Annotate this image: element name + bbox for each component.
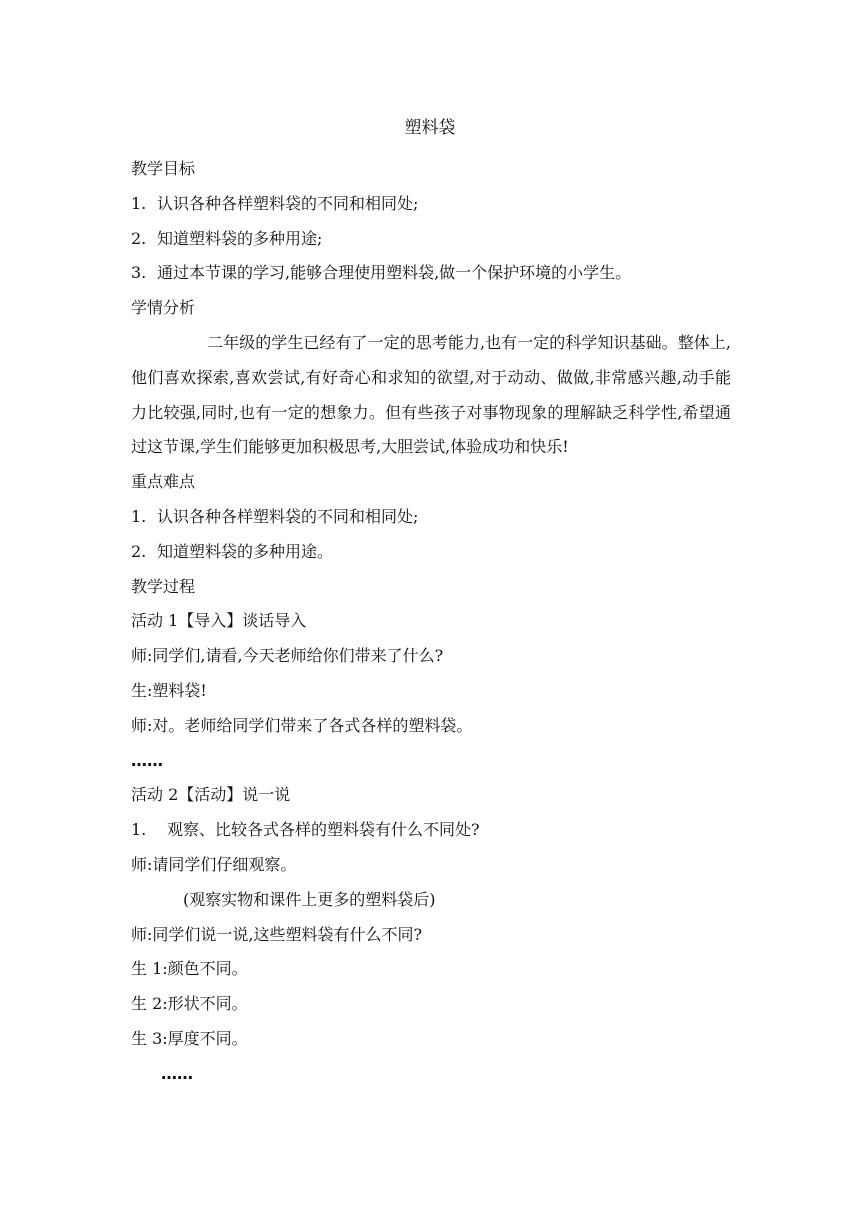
dialogue-line: 师:请同学们仔细观察。 (131, 854, 297, 874)
analysis-text: 二年级的学生已经有了一定的思考能力,也有一定的科学知识基础。整体上,他们喜欢探索,喜欢尝试,有好奇心和求知的欲望,对于动动、做做,非常感兴趣,动手能力比较强,同时,也有一定的想象力。但有些孩子对事物现象的理解缺乏科学性,希望通过这节课,学生们能够更加积极思考,大胆尝试,体验成功和快乐! (131, 332, 731, 457)
stage-direction: (观察实物和课件上更多的塑料袋后) (183, 889, 436, 909)
student-answer: 生 2:形状不同。 (131, 994, 248, 1014)
keypoint-item-1 (131, 500, 731, 535)
activity-2-item-number: 1. (131, 820, 147, 840)
goal-text: 通过本节课的学习,能够合理使用塑料袋,做一个保护环境的小学生。 (157, 263, 632, 283)
dialogue-line: 师:对。老师给同学们带来了各式各样的塑料袋。 (131, 715, 473, 735)
document-title: 塑料袋 (404, 118, 456, 138)
section-heading-keypoints: 重点难点 (131, 472, 196, 492)
goal-number: 3. (131, 263, 147, 283)
goal-text: 知道塑料袋的多种用途; (157, 228, 323, 248)
keypoint-text: 认识各种各样塑料袋的不同和相同处; (157, 506, 419, 526)
dialogue-line: 师:同学们说一说,这些塑料袋有什么不同? (131, 924, 423, 944)
keypoint-item-2 (131, 535, 731, 570)
goal-item-1 (131, 187, 731, 222)
dialogue-line: 生:塑料袋! (131, 680, 207, 700)
analysis-paragraph (131, 326, 731, 465)
activity-1-title: 活动 1【导入】谈话导入 (131, 611, 307, 631)
ellipsis: …… (161, 1063, 193, 1083)
goal-number: 2. (131, 228, 147, 248)
keypoint-text: 知道塑料袋的多种用途。 (157, 541, 334, 561)
ellipsis: …… (131, 750, 163, 770)
section-heading-analysis: 学情分析 (131, 298, 196, 318)
student-answer: 生 1:颜色不同。 (131, 959, 248, 979)
goal-item-3 (131, 256, 731, 291)
activity-2-item-text: 观察、比较各式各样的塑料袋有什么不同处? (167, 820, 480, 840)
activity-2-title: 活动 2【活动】说一说 (131, 785, 291, 805)
goal-text: 认识各种各样塑料袋的不同和相同处; (157, 193, 419, 213)
activity-2-item-1 (131, 813, 731, 848)
keypoint-number: 2. (131, 541, 147, 561)
document-body (131, 152, 731, 1092)
goal-item-2 (131, 222, 731, 257)
section-heading-goals: 教学目标 (131, 159, 196, 178)
dialogue-line: 师:同学们,请看,今天老师给你们带来了什么? (131, 646, 444, 666)
keypoint-number: 1. (131, 506, 147, 526)
goal-number: 1. (131, 193, 147, 213)
section-heading-process: 教学过程 (131, 576, 196, 596)
student-answer: 生 3:厚度不同。 (131, 1028, 248, 1048)
